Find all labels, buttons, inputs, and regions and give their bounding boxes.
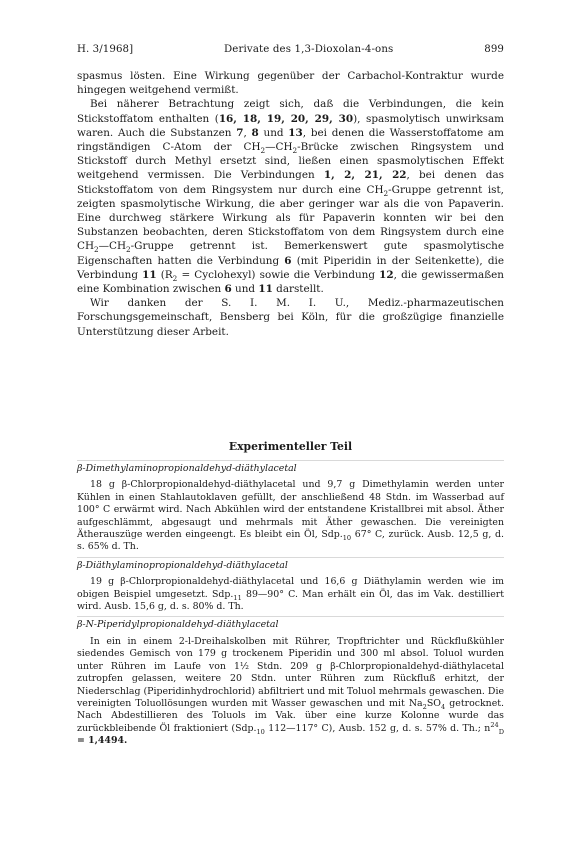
- divider: [77, 616, 504, 617]
- page-number: 899: [484, 44, 504, 55]
- procedure-3: In ein in einem 2-l-Dreihalskolben mit Rührer, Tropftrichter und Rückflußkühler siedendes Gemisch von 179 g trockenem Piperidin und 300 ml absol. Toluol wurden unter Rühren im Laufe von 1½ Stdn. 209 g β-Chlorpropionaldehyd-diäthylacetal zutropfen gelassen, weitere 20 Stdn. unter Rühren zum Rückfluß erhitzt, der Niederschlag (Piperidinhydrochlorid) abfiltriert und mit Toluol mehrmals gewaschen. Die vereinigten Toluollösungen wurden mit Wasser gewaschen und mit $Na_2SO_4$ getrocknet. Nach Abdestillieren des Toluols im Vak. über eine kurze Kolonne wurde das zurückbleibende Öl fraktioniert ($Sdp._{10}$ 112—117° C), Ausb. 152 g, d. s. 57% d. Th.; $n^{24}_D = 1,4494$.: [77, 635, 505, 747]
- experimental-section: [77, 460, 504, 751]
- divider: [77, 460, 504, 461]
- section-heading: Experimenteller Teil: [228, 440, 353, 453]
- running-title: Derivate des 1,3-Dioxolan-4-ons: [223, 44, 394, 55]
- procedure-2: 19 g β-Chlorpropionaldehyd-diäthylacetal und 16,6 g Diäthylamin werden wie im obigen Beispiel umgesetzt. $Sdp._{11}$ 89—90° C. Man erhält ein Öl, das im Vak. destilliert wird. Ausb. 15,6 g, d. s. 80% d. Th.: [77, 576, 504, 613]
- divider: [77, 557, 504, 558]
- compound-heading-3: β-N-Piperidylpropionaldehyd-diäthylacetal: [77, 619, 279, 631]
- page-header: [77, 44, 504, 55]
- acknowledgement: Wir danken der S. I. M. I. U., Mediz.-pharmazeutischen Forschungsgemeinschaft, Bensberg bei Köln, für die großzügige finanzielle Unterstützung dieser Arbeit.: [77, 297, 504, 338]
- procedure-1: 18 g β-Chlorpropionaldehyd-diäthylacetal und 9,7 g Dimethylamin werden unter Kühlen in einen Stahlautoklaven gefüllt, der anschließend 48 Stdn. im Wasserbad auf 100° C erwärmt wird. Nach Abkühlen wird der entstandene Kristallbrei mit absol. Äther aufgeschlämmt, abgesaugt und mehrmals mit Äther gewaschen. Die vereinigten Ätherauszüge werden eingeengt. Es bleibt ein Öl, $Sdp._{10}$ 67° C, zurück. Ausb. 12,5 g, d. s. 65% d. Th.: [77, 479, 504, 553]
- journal-issue: H. 3/1968]: [77, 44, 134, 55]
- discussion-text: [77, 69, 504, 339]
- paragraph-1: spasmus lösten. Eine Wirkung gegenüber der Carbachol-Kontraktur wurde hingegen weitgehend vermißt.: [77, 70, 504, 97]
- compound-heading-2: β-Diäthylaminopropionaldehyd-diäthylacetal: [77, 559, 288, 571]
- compound-heading-1: β-Dimethylaminopropionaldehyd-diäthylacetal: [77, 463, 297, 474]
- paragraph-2: Bei näherer Betrachtung zeigt sich, daß die Verbindungen, die kein Stickstoffatom enthalten (16, 18, 19, 20, 29, 30), spasmolytisch unwirksam waren. Auch die Substanzen 7, 8 und 13, bei denen die Wasserstoffatome am ringständigen C-Atom der $CH_2—CH_2$-Brücke zwischen Ringsystem und Stickstoff durch Methyl ersetzt sind, ließen einen spasmolytischen Effekt weitgehend vermissen. Die Verbindungen 1, 2, 21, 22, bei denen das Stickstoffatom von dem Ringsystem nur durch eine $CH_2$-Gruppe getrennt ist, zeigten spasmolytische Wirkung, die aber geringer war als die von Papaverin. Eine durchweg stärkere Wirkung als für Papaverin konnten wir bei den Substanzen beobachten, deren Stickstoffatom von dem Ringsystem durch eine $CH_2—CH_2$-Gruppe getrennt ist. Bemerkenswert gute spasmolytische Eigenschaften hatten die Verbindung 6 (mit Piperidin in der Seitenkette), die Verbindung 11 ($R_2$ = Cyclohexyl) sowie die Verbindung 12, die gewissermaßen eine Kombination zwischen 6 und 11 darstellt.: [77, 98, 504, 296]
